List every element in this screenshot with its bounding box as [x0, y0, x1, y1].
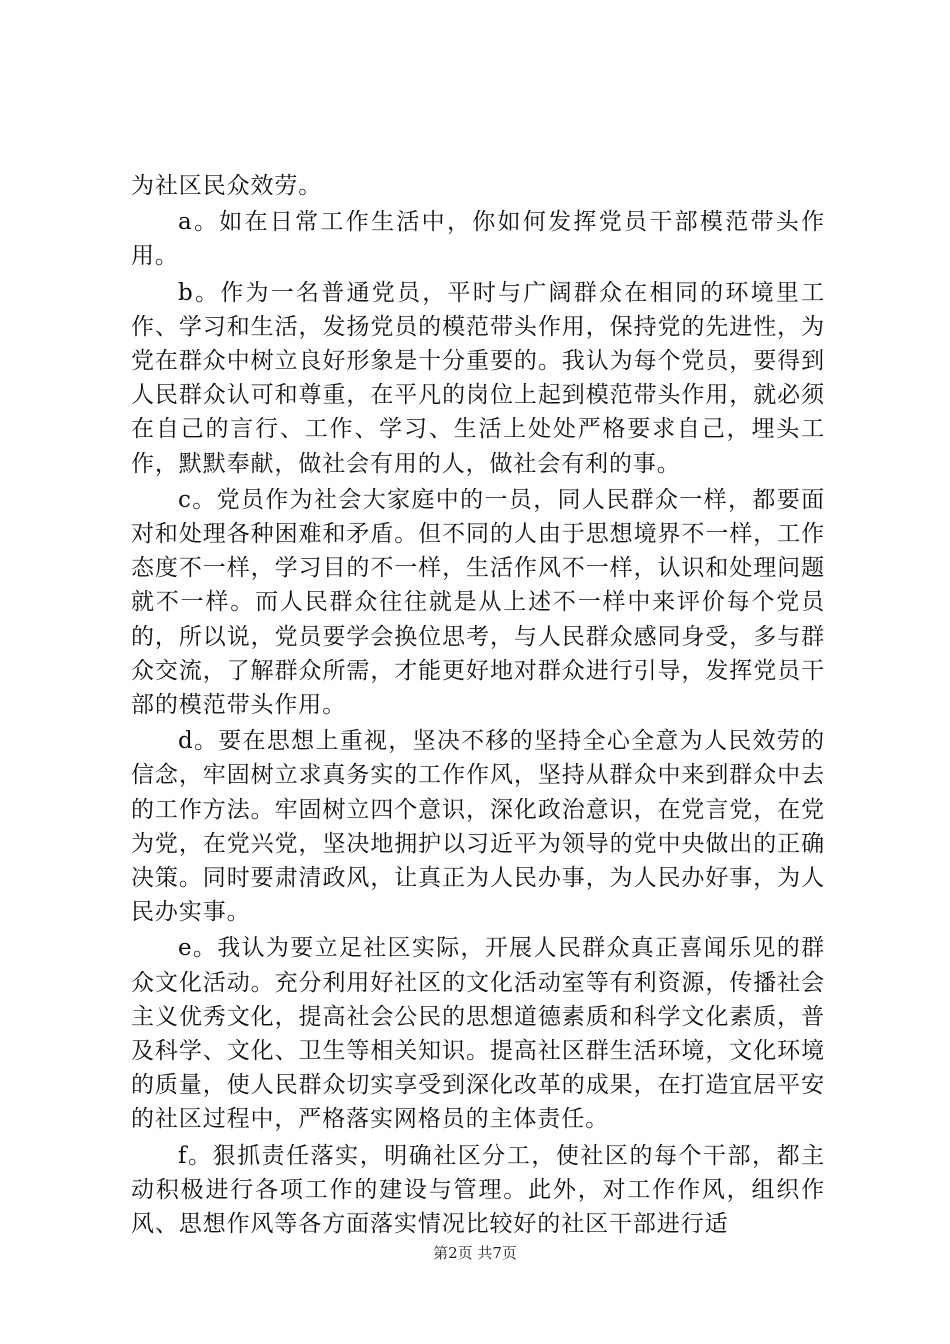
paragraph-d: d。要在思想上重视，坚决不移的坚持全心全意为人民效劳的信念，牢固树立求真务实的工作作风，坚持从群众中来到群众中去的工作方法。牢固树立四个意识，深化政治意识，在党言党，在党为党，在党兴党，坚决地拥护以习近平为领导的党中央做出的正确决策。同时要肃清政风，让真正为人民办事，为人民办好事，为人民办实事。 [131, 728, 825, 926]
paragraph-f: f。狠抓责任落实，明确社区分工，使社区的每个干部，都主动积极进行各项工作的建设与管理。此外，对工作作风，组织作风、思想作风等各方面落实情况比较好的社区干部进行适 [131, 1142, 825, 1238]
paragraph-a: a。如在日常工作生活中，你如何发挥党员干部模范带头作用。 [131, 209, 825, 270]
paragraph-b: b。作为一名普通党员，平时与广阔群众在相同的环境里工作、学习和生活，发扬党员的模范带头作用，保持党的先进性，为党在群众中树立良好形象是十分重要的。我认为每个党员，要得到人民群众认可和尊重，在平凡的岗位上起到模范带头作用，就必须在自己的言行、工作、学习、生活上处处严格要求自己，埋头工作，默默奉献，做社会有用的人，做社会有利的事。 [131, 279, 825, 477]
body-text [131, 169, 825, 1243]
page-number: 第2页 共7页 [433, 1244, 517, 1262]
paragraph-e: e。我认为要立足社区实际，开展人民群众真正喜闻乐见的群众文化活动。充分利用好社区的文化活动室等有利资源，传播社会主义优秀文化，提高社会公民的思想道德素质和科学文化素质，普及科学、文化、卫生等相关知识。提高社区群生活环境，文化环境的质量，使人民群众切实享受到深化改革的成果，在打造宜居平安的社区过程中，严格落实网格员的主体责任。 [131, 935, 825, 1133]
page-footer [0, 1243, 950, 1263]
paragraph-continuation: 为社区民众效劳。 [131, 173, 323, 199]
paragraph-c: c。党员作为社会大家庭中的一员，同人民群众一样，都要面对和处理各种困难和矛盾。但不同的人由于思想境界不一样，工作态度不一样，学习目的不一样，生活作风不一样，认识和处理问题就不一样。而人民群众往往就是从上述不一样中来评价每个党员的，所以说，党员要学会换位思考，与人民群众感同身受，多与群众交流，了解群众所需，才能更好地对群众进行引导，发挥党员干部的模范带头作用。 [131, 486, 825, 719]
